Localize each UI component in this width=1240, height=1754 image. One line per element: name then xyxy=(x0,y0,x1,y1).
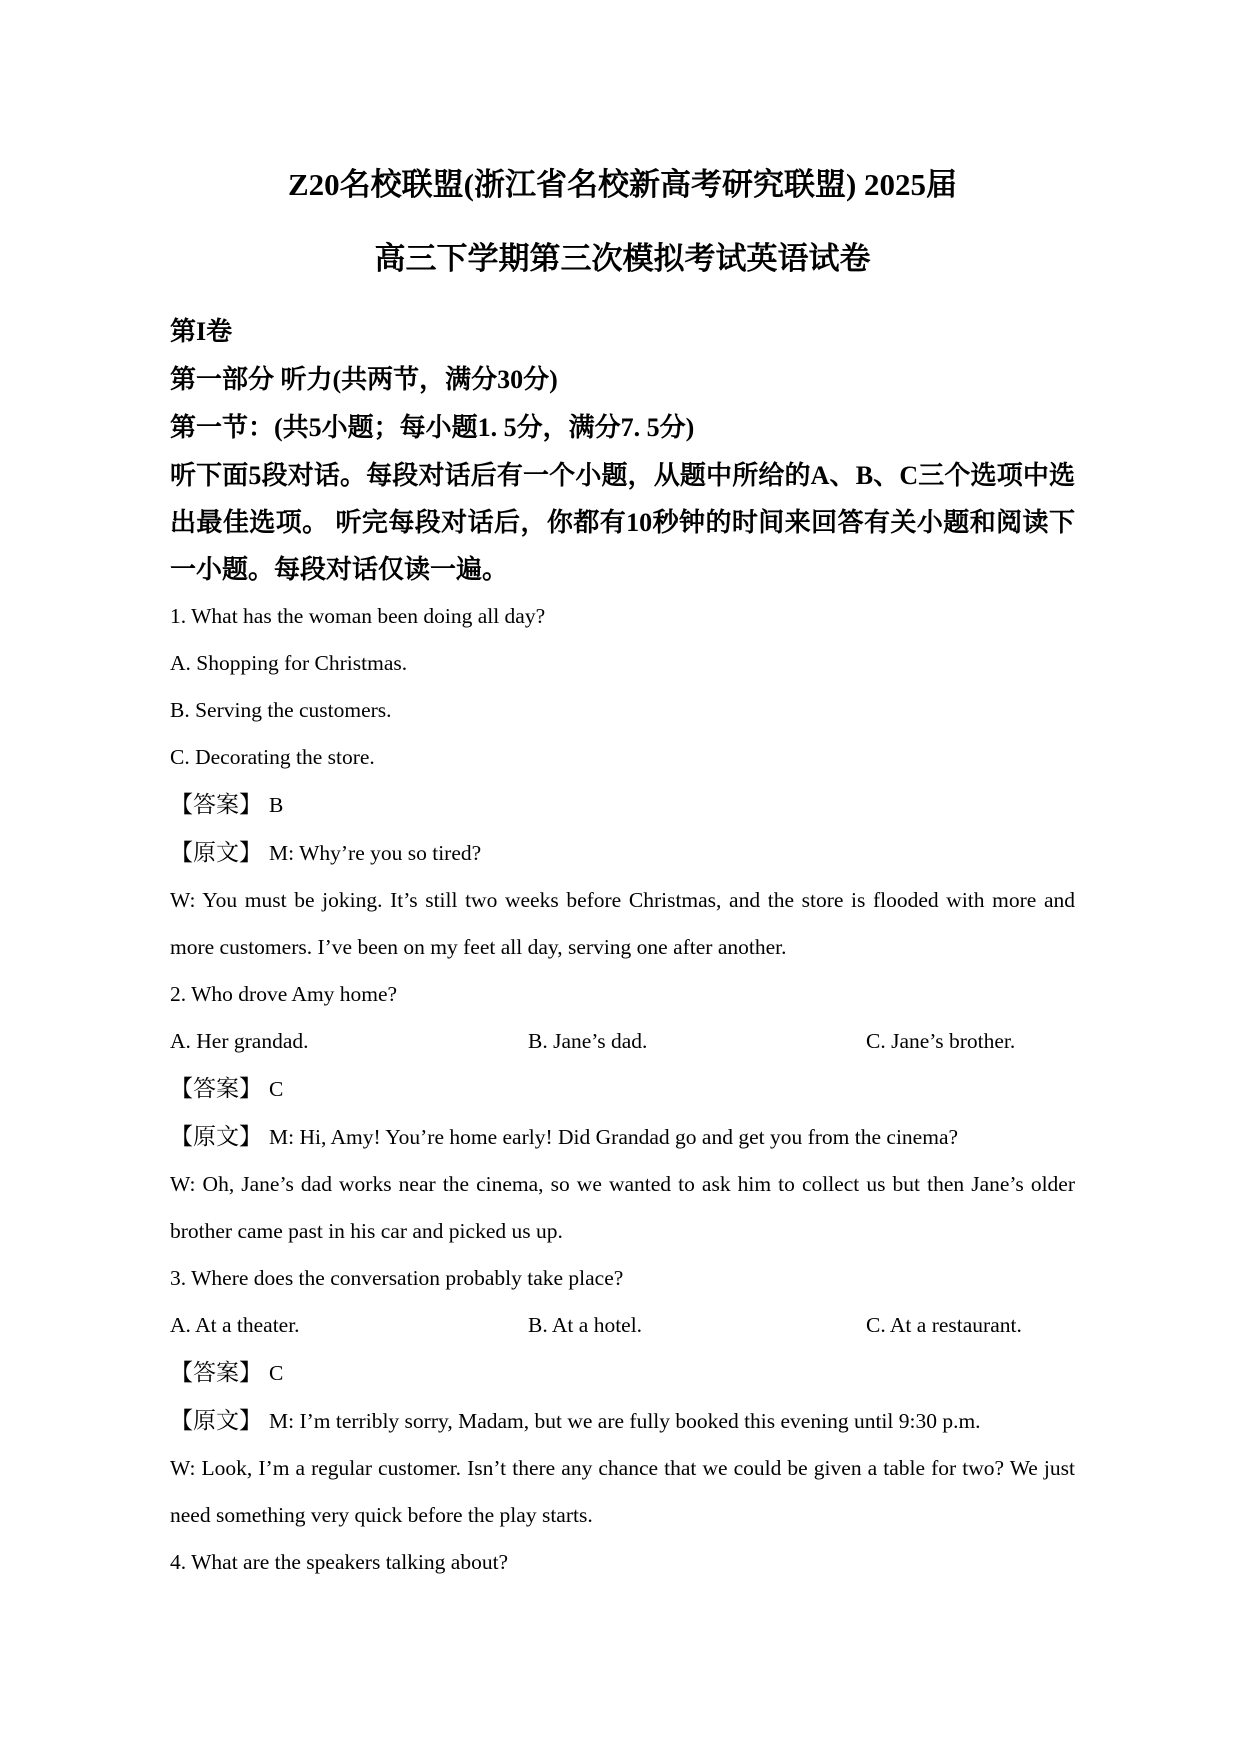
source-label: 【原文】 xyxy=(170,1124,262,1149)
question-2-text: 2. Who drove Amy home? xyxy=(170,982,398,1006)
question-1-answer: B xyxy=(269,793,284,817)
question-1-block xyxy=(170,593,1075,971)
section-heading: 第一节：(共5小题；每小题1. 5分，满分7. 5分) xyxy=(170,413,695,442)
question-2-option-b: B. Jane’s dad. xyxy=(528,1029,648,1053)
title-line-1: Z20名校联盟(浙江省名校新高考研究联盟) 2025届 xyxy=(287,167,958,202)
question-1-text: 1. What has the woman been doing all day? xyxy=(170,604,546,628)
question-1-script-m: M: Why’re you so tired? xyxy=(269,841,482,865)
question-3-text: 3. Where does the conversation probably take place? xyxy=(170,1266,624,1290)
question-3-option-a: A. At a theater. xyxy=(170,1313,300,1337)
question-1-option-b: B. Serving the customers. xyxy=(170,698,392,722)
question-2-answer: C xyxy=(269,1077,284,1101)
answer-label: 【答案】 xyxy=(170,1360,262,1385)
question-1-script-m-line xyxy=(170,829,1075,877)
question-2-option-c: C. Jane’s brother. xyxy=(866,1029,1016,1053)
question-2-answer-line xyxy=(170,1065,1075,1113)
question-1-answer-line xyxy=(170,781,1075,829)
question-3-option-b: B. At a hotel. xyxy=(528,1313,643,1337)
question-2-script-m-line xyxy=(170,1113,1075,1161)
answer-label: 【答案】 xyxy=(170,792,262,817)
question-3-option-c: C. At a restaurant. xyxy=(866,1313,1022,1337)
question-3-script-w: W: Look, I’m a regular customer. Isn’t there any chance that we could be given a table for two? We just need something very quick before the play starts. xyxy=(170,1456,1075,1527)
question-2-script-m: M: Hi, Amy! You’re home early! Did Grandad go and get you from the cinema? xyxy=(269,1125,959,1149)
source-label: 【原文】 xyxy=(170,1408,262,1433)
listening-instructions: 听下面5段对话。每段对话后有一个小题，从题中所给的A、B、C三个选项中选出最佳选项。 听完每段对话后，你都有10秒钟的时间来回答有关小题和阅读下一小题。每段对话仅读一遍。 xyxy=(170,461,1075,584)
question-2-script-w: W: Oh, Jane’s dad works near the cinema, so we wanted to ask him to collect us but then Jane’s older brother came past in his car and picked us up. xyxy=(170,1172,1075,1243)
question-3-script-m: M: I’m terribly sorry, Madam, but we are fully booked this evening until 9:30 p.m. xyxy=(269,1409,981,1433)
question-2-option-a: A. Her grandad. xyxy=(170,1029,309,1053)
question-1-option-c: C. Decorating the store. xyxy=(170,745,375,769)
source-label: 【原文】 xyxy=(170,840,262,865)
question-3-block xyxy=(170,1255,1075,1539)
question-1-option-a: A. Shopping for Christmas. xyxy=(170,651,408,675)
part-heading: 第一部分 听力(共两节，满分30分) xyxy=(170,365,558,394)
document-title xyxy=(170,148,1075,296)
question-3-options xyxy=(170,1302,1075,1349)
question-1-script-w: W: You must be joking. It’s still two weeks before Christmas, and the store is flooded with more and more customers. I’ve been on my feet all day, serving one after another. xyxy=(170,888,1075,959)
volume-heading: 第I卷 xyxy=(170,317,233,346)
question-2-block xyxy=(170,971,1075,1255)
title-line-2: 高三下学期第三次模拟考试英语试卷 xyxy=(374,241,871,276)
question-3-script-m-line xyxy=(170,1397,1075,1445)
question-4-block xyxy=(170,1539,1075,1586)
question-3-answer: C xyxy=(269,1361,284,1385)
answer-label: 【答案】 xyxy=(170,1076,262,1101)
question-2-options xyxy=(170,1018,1075,1065)
question-4-text: 4. What are the speakers talking about? xyxy=(170,1550,509,1574)
question-3-answer-line xyxy=(170,1349,1075,1397)
